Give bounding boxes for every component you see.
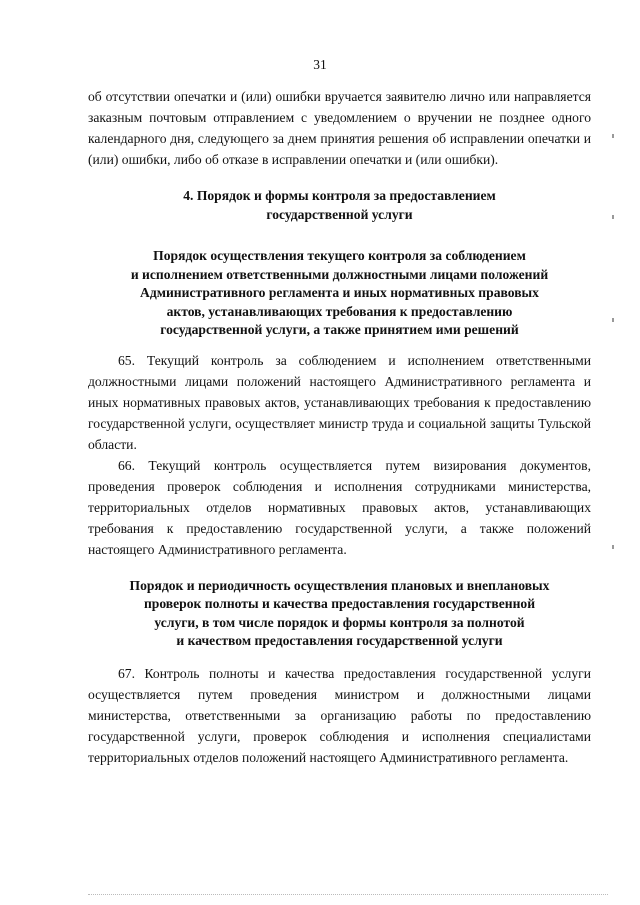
subheading-planned-inspections: Порядок и периодичность осуществления плановых и внеплановых проверок полноты и качества предоставления государственной услуги, в том числе порядок и формы контроля за полнотой и качеством предоставления государственной услуги (129, 577, 550, 648)
scan-artifact-mark (612, 134, 614, 138)
intro-paragraph: об отсутствии опечатки и (или) ошибки вручается заявителю лично или направляется заказным почтовым отправлением с уведомлением о вручении не позднее одного календарного дня, следующего за днем принятия решения об исправлении опечатки и (или) ошибки, либо об отказе в исправлении опечатки и (или ошибки). (88, 89, 591, 167)
paragraph-66: 66. Текущий контроль осуществляется путем визирования документов, проведения проверок соблюдения и исполнения сотрудниками министерства, территориальных отделов нормативных правовых актов, устанавливающих требования к предоставлению государственной услуги, а также положений настоящего Административного регламента. (88, 457, 591, 557)
paragraph-67: 67. Контроль полноты и качества предоставления государственной услуги осуществляется путем проведения министром и должностными лицами министерства, ответственными за организацию работы по предоставлению государственной услуги, проверок соблюдения и исполнения специалистами территориальных отделов положений настоящего Административного регламента. (88, 665, 591, 765)
subheading-current-control: Порядок осуществления текущего контроля за соблюдением и исполнением ответственными должностными лицами положений Административного регламента и иных нормативных правовых актов, устанавливающих требования к предоставлению государственной услуги, а также принятием ими решений (130, 248, 549, 337)
scan-bottom-edge (88, 894, 608, 897)
paragraph-65: 65. Текущий контроль за соблюдением и исполнением ответственными должностными лицами положений настоящего Административного регламента и иных нормативных правовых актов, устанавливающих требования к предоставлению государственной услуги, осуществляет министр труда и социальной защиты Тульской области. (88, 352, 591, 452)
scan-artifact-mark (612, 545, 614, 549)
scan-artifact-mark (612, 318, 614, 322)
page-content (88, 86, 591, 768)
scan-artifact-mark (612, 215, 614, 219)
page-number: 31 (313, 57, 327, 72)
section-4-heading: 4. Порядок и формы контроля за предоставлением государственной услуги (183, 188, 496, 222)
